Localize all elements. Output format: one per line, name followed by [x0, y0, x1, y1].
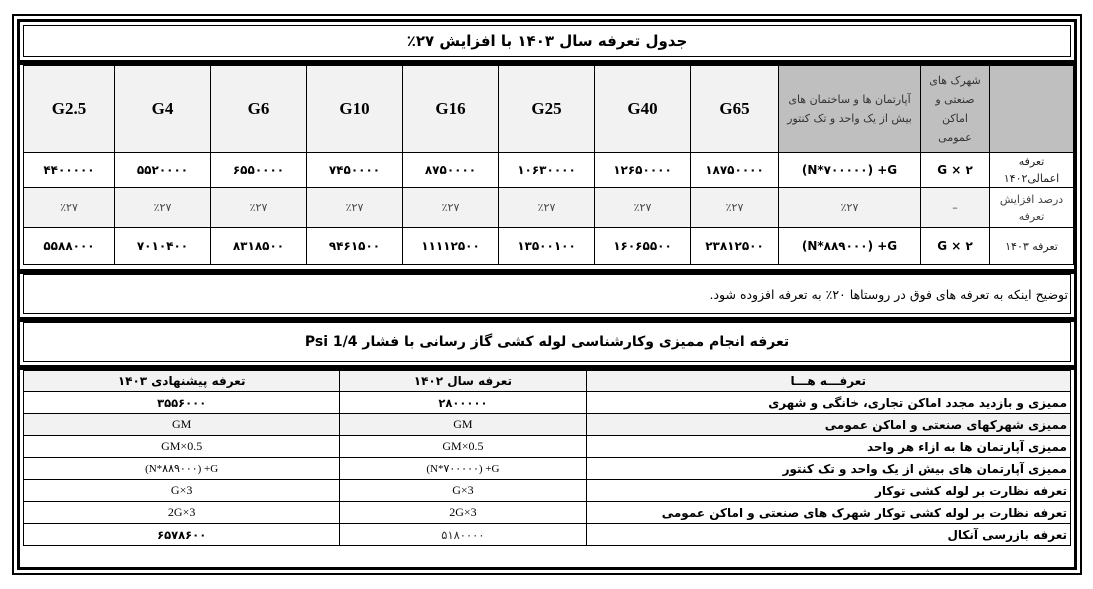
header-year-1402: تعرفه سال ۱۴۰۲	[340, 371, 586, 392]
cell-item: تعرفه نظارت بر لوله کشی توکار شهرک های صنعتی و اماکن عمومی	[586, 502, 1070, 524]
cell-value: ۸۳۱۸۵۰۰	[211, 228, 307, 265]
cell-value: ۵۵۸۸۰۰۰	[24, 228, 115, 265]
column-header-g4: G4	[115, 66, 211, 153]
cell-proposed-1403: ۳۵۵۶۰۰۰	[24, 392, 340, 414]
cell-percent: ٪۲۷	[24, 188, 115, 228]
cell-formula: (N*۸۸۹۰۰۰) +G	[779, 228, 921, 265]
cell-percent: ٪۲۷	[115, 188, 211, 228]
header-items: تعرفـــه هـــا	[586, 371, 1070, 392]
cell-formula: (N*۷۰۰۰۰۰) +G	[779, 153, 921, 188]
cell-value: ۷۰۱۰۴۰۰	[115, 228, 211, 265]
main-table-title	[23, 25, 1071, 57]
cell-proposed-1403: GM	[24, 414, 340, 436]
cell-dash: –	[921, 188, 990, 228]
document-inner-border	[17, 19, 1077, 570]
column-header-row-labels	[990, 66, 1074, 153]
cell-item: تعرفه نظارت بر لوله کشی توکار	[586, 480, 1070, 502]
cell-percent: ٪۲۷	[779, 188, 921, 228]
document-frame	[12, 14, 1082, 575]
cell-percent: ٪۲۷	[595, 188, 691, 228]
cell-proposed-1403: G×3	[24, 480, 340, 502]
header-proposed-1403: تعرفه پیشنهادی ۱۴۰۳	[24, 371, 340, 392]
inspection-table-title-text: تعرفه انجام ممیزی وکارشناسی لوله کشی گاز رسانی با فشار 1/4 Psi	[304, 334, 790, 350]
cell-year-1402: G×3	[340, 480, 586, 502]
column-header-g40: G40	[595, 66, 691, 153]
column-header-g16: G16	[403, 66, 499, 153]
cell-value: ۱۳۵۰۰۱۰۰	[499, 228, 595, 265]
cell-percent: ٪۲۷	[211, 188, 307, 228]
row-label: تعرفه اعمالی۱۴۰۲	[990, 153, 1074, 188]
cell-value: ۲۳۸۱۲۵۰۰	[691, 228, 779, 265]
cell-value: ۴۴۰۰۰۰۰	[24, 153, 115, 188]
cell-value: ۹۴۶۱۵۰۰	[307, 228, 403, 265]
cell-item: تعرفه بازرسی آنکال	[586, 524, 1070, 546]
cell-value: ۵۵۲۰۰۰۰	[115, 153, 211, 188]
row-label: تعرفه ۱۴۰۳	[990, 228, 1074, 265]
column-header-g65: G65	[691, 66, 779, 153]
column-header-g10: G10	[307, 66, 403, 153]
cell-year-1402: 2G×3	[340, 502, 586, 524]
table-row	[24, 436, 1071, 458]
cell-value: ۶۵۵۰۰۰۰	[211, 153, 307, 188]
table-row-tariff-1403	[24, 228, 1074, 265]
cell-percent: ٪۲۷	[499, 188, 595, 228]
cell-year-1402: GM×0.5	[340, 436, 586, 458]
cell-year-1402: GM	[340, 414, 586, 436]
cell-proposed-1403: GM×0.5	[24, 436, 340, 458]
tariff-table-header-row	[24, 66, 1074, 153]
column-header-g2-5: G2.5	[24, 66, 115, 153]
table-row	[24, 414, 1071, 436]
table-row-increase-percent	[24, 188, 1074, 228]
column-header-apartments: آپارتمان ها و ساختمان های بیش از یک واحد و تک کنتور	[779, 66, 921, 153]
cell-item: ممیزی آپارتمان های بیش از یک واحد و تک کنتور	[586, 458, 1070, 480]
table-row-tariff-1402	[24, 153, 1074, 188]
inspection-table-title	[23, 322, 1071, 362]
column-header-g6: G6	[211, 66, 307, 153]
column-header-industrial-towns: شهرک های صنعتی و اماکن عمومی	[921, 66, 990, 153]
cell-value: ۱۱۱۱۲۵۰۰	[403, 228, 499, 265]
cell-value: ۱۲۶۵۰۰۰۰	[595, 153, 691, 188]
cell-value: ۸۷۵۰۰۰۰	[403, 153, 499, 188]
cell-value: ۷۴۵۰۰۰۰	[307, 153, 403, 188]
cell-year-1402: (N*۷۰۰۰۰۰) +G	[340, 458, 586, 480]
table-row	[24, 392, 1071, 414]
main-table-title-text: جدول تعرفه سال ۱۴۰۳ با افزایش ۲۷٪	[406, 32, 688, 50]
row-label: درصد افزایش تعرفه	[990, 188, 1074, 228]
table-row	[24, 502, 1071, 524]
inspection-table	[23, 370, 1071, 546]
inspection-table-header-row	[24, 371, 1071, 392]
cell-formula: G × ۲	[921, 153, 990, 188]
cell-year-1402: ۲۸۰۰۰۰۰	[340, 392, 586, 414]
cell-value: ۱۶۰۶۵۵۰۰	[595, 228, 691, 265]
tariff-table	[23, 65, 1071, 268]
column-header-g25: G25	[499, 66, 595, 153]
cell-value: ۱۸۷۵۰۰۰۰	[691, 153, 779, 188]
note-text: توضیح اینکه به تعرفه های فوق در روستاها ۲۰٪ به تعرفه افزوده شود.	[709, 286, 1068, 302]
table-row	[24, 524, 1071, 546]
cell-item: ممیزی آپارتمان ها به ازاء هر واحد	[586, 436, 1070, 458]
cell-proposed-1403: ۶۵۷۸۶۰۰	[24, 524, 340, 546]
cell-formula: G × ۲	[921, 228, 990, 265]
cell-item: ممیزی شهرکهای صنعتی و اماکن عمومی	[586, 414, 1070, 436]
cell-proposed-1403: 2G×3	[24, 502, 340, 524]
cell-percent: ٪۲۷	[691, 188, 779, 228]
note-box	[23, 274, 1071, 314]
table-row	[24, 480, 1071, 502]
cell-year-1402: ۵۱۸۰۰۰۰	[340, 524, 586, 546]
cell-percent: ٪۲۷	[403, 188, 499, 228]
table-row	[24, 458, 1071, 480]
cell-item: ممیزی و بازدید مجدد اماکن تجاری، خانگی و شهری	[586, 392, 1070, 414]
cell-proposed-1403: (N*۸۸۹۰۰۰) +G	[24, 458, 340, 480]
cell-value: ۱۰۶۳۰۰۰۰	[499, 153, 595, 188]
cell-percent: ٪۲۷	[307, 188, 403, 228]
